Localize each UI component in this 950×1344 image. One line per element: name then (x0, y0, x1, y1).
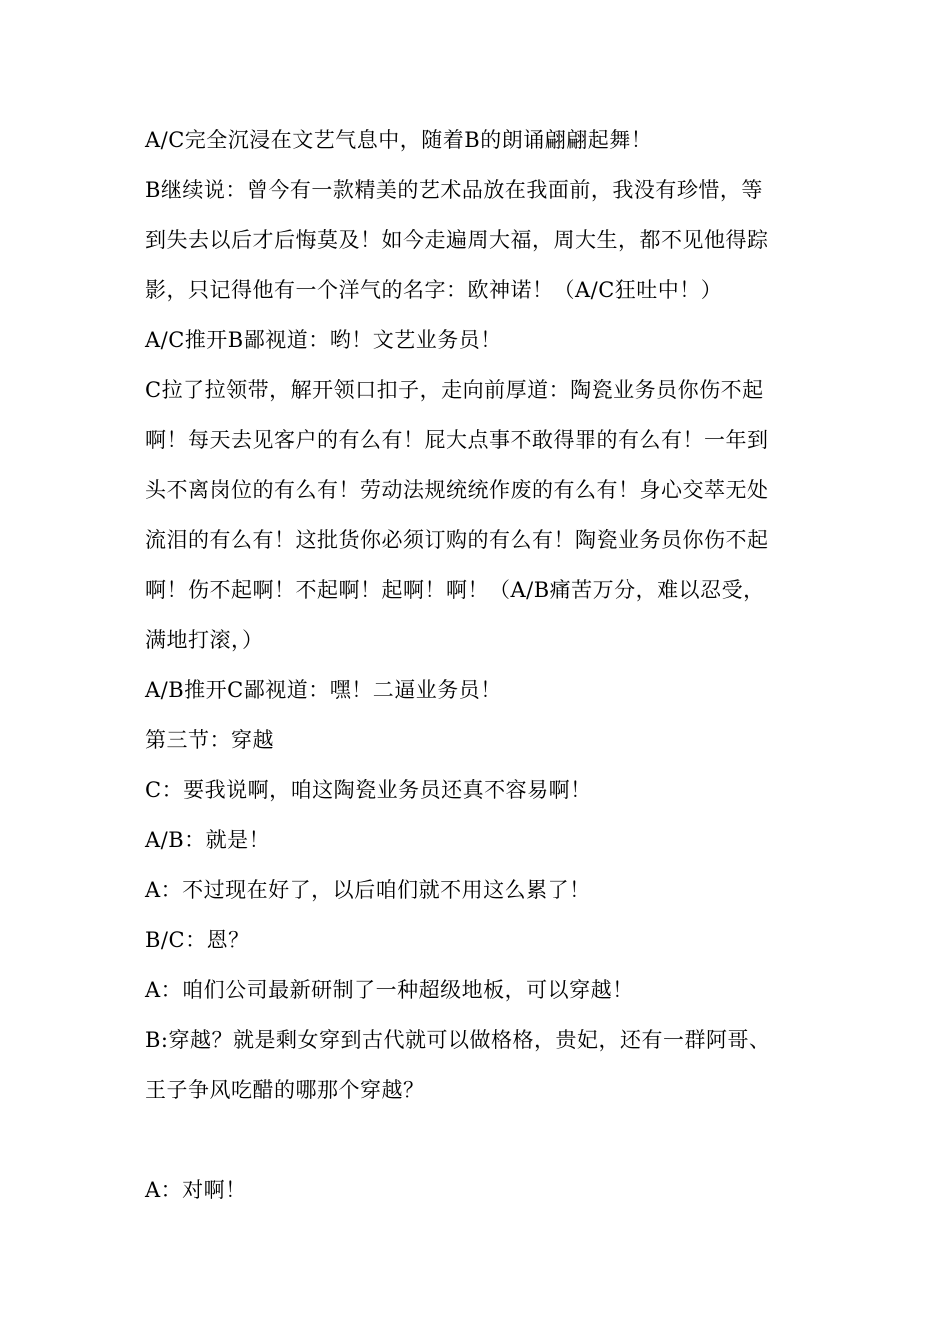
text-line: 满地打滚，） (145, 628, 264, 652)
section-heading: 第三节：穿越 (145, 728, 274, 752)
text-line: 啊！每天去见客户的有么有！屁大点事不敢得罪的有么有！一年到 (145, 428, 769, 452)
text-line: B/C：恩？ (145, 928, 250, 952)
text-line: 头不离岗位的有么有！劳动法规统统作废的有么有！身心交萃无处 (145, 478, 769, 502)
text-line: A/C推开B鄙视道：哟！文艺业务员！ (145, 328, 502, 352)
text-line: 影，只记得他有一个洋气的名字：欧神诺！（A/C狂吐中！） (145, 278, 723, 302)
text-line: A/C完全沉浸在文艺气息中，随着B的朗诵翩翩起舞！ (145, 128, 653, 152)
text-line: 啊！伤不起啊！不起啊！起啊！啊！（A/B痛苦万分，难以忍受， (145, 578, 765, 602)
text-line: C：要我说啊，咱这陶瓷业务员还真不容易啊！ (145, 778, 592, 802)
text-line: 流泪的有么有！这批货你必须订购的有么有！陶瓷业务员你伤不起 (145, 528, 769, 552)
text-line: B:穿越？就是剩女穿到古代就可以做格格，贵妃，还有一群阿哥、 (145, 1028, 771, 1052)
text-line: A/B：就是！ (145, 828, 271, 852)
text-line: A：不过现在好了，以后咱们就不用这么累了！ (145, 878, 591, 902)
text-line: A/B推开C鄙视道：嘿！二逼业务员！ (145, 678, 502, 702)
text-line: 王子争风吃醋的哪那个穿越？ (145, 1078, 425, 1102)
text-line: A：咱们公司最新研制了一种超级地板，可以穿越！ (145, 978, 634, 1002)
text-line: 到失去以后才后悔莫及！如今走遍周大福，周大生，都不见他得踪 (145, 228, 769, 252)
text-line: C拉了拉领带，解开领口扣子，走向前厚道：陶瓷业务员你伤不起 (145, 378, 764, 402)
text-line: B继续说：曾今有一款精美的艺术品放在我面前，我没有珍惜，等 (145, 178, 763, 202)
text-line: A：对啊！ (145, 1178, 247, 1202)
